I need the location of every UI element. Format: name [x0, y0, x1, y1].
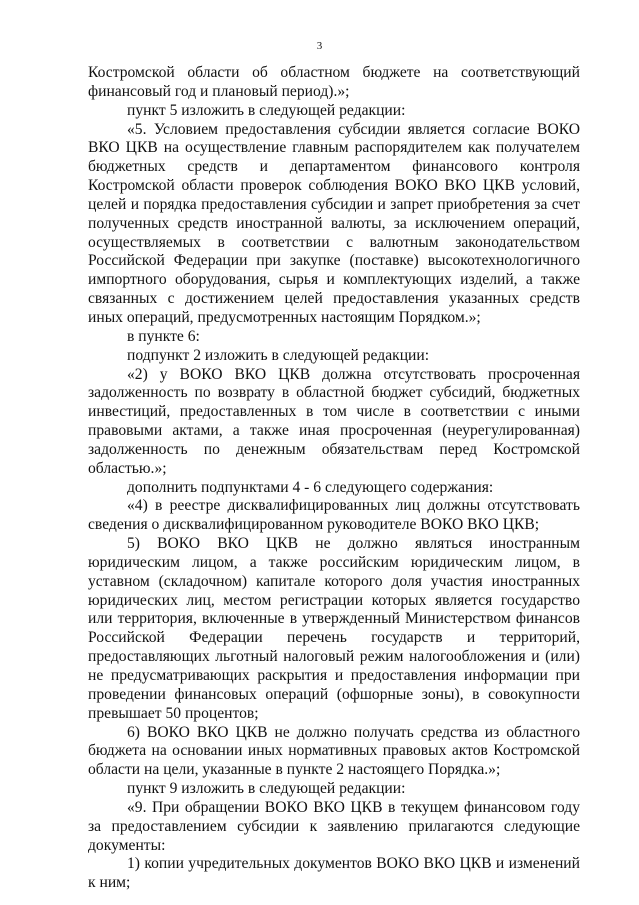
- paragraph: 1) копии учредительных документов ВОКО ВКО ЦКВ и изменений к ним;: [88, 855, 580, 892]
- paragraph: пункт 5 изложить в следующей редакции:: [127, 101, 406, 119]
- paragraph: 6) ВОКО ВКО ЦКВ не должно получать средства из областного бюджета на основании иных нормативных правовых актов Костромской области на цели, указанные в пункте 2 настоящего Порядка.»;: [88, 723, 580, 779]
- paragraph: «4) в реестре дисквалифицированных лиц должны отсутствовать сведения о дисквалифицированном руководителе ВОКО ВКО ЦКВ;: [88, 497, 580, 534]
- paragraph: подпункт 2 изложить в следующей редакции:: [127, 346, 430, 364]
- paragraph: «2) у ВОКО ВКО ЦКВ должна отсутствовать просроченная задолженность по возврату в областной бюджет субсидий, бюджетных инвестиций, предоставленных в том числе в соответствии с иными правовыми актами, а также иная просроченная (неурегулированная) задолженность по денежным обязательствам перед Костромской областью.»;: [88, 365, 580, 477]
- paragraph: в пункте 6:: [127, 327, 200, 345]
- paragraph: 5) ВОКО ВКО ЦКВ не должно являться иностранным юридическим лицом, а также российским юридическим лицом, в уставном (складочном) капитале которого доля участия иностранных юридических лиц, местом регистрации которых является государство или территория, включенные в утвержденный Министерством финансов Российской Федерации перечень государств и территорий, предоставляющих льготный налоговый режим налогообложения и (или) не предусматривающих раскрытия и предоставления информации при проведении финансовых операций (офшорные зоны), в совокупности превышает 50 процентов;: [88, 535, 580, 722]
- page-number: 3: [316, 40, 323, 52]
- paragraph: пункт 9 изложить в следующей редакции:: [127, 780, 406, 798]
- paragraph: «5. Условием предоставления субсидии является согласие ВОКО ВКО ЦКВ на осуществление главным распорядителем как получателем бюджетных средств и департаментом финансового контроля Костромской области проверок соблюдения ВОКО ВКО ЦКВ условий, целей и порядка предоставления субсидии и запрет приобретения за счет полученных средств иностранной валюты, за исключением операций, осуществляемых в соответствии с валютным законодательством Российской Федерации при закупке (поставке) высокотехнологичного импортного оборудования, сырья и комплектующих изделий, а также связанных с достижением целей предоставления указанных средств иных операций, предусмотренных настоящим Порядком.»;: [88, 120, 580, 326]
- paragraph: дополнить подпунктами 4 - 6 следующего содержания:: [127, 478, 494, 496]
- paragraph: «9. При обращении ВОКО ВКО ЦКВ в текущем финансовом году за предоставлением субсидии к заявлению прилагаются следующие документы:: [88, 798, 580, 854]
- document-body: [88, 64, 580, 893]
- paragraph: Костромской области об областном бюджете на соответствующий финансовый год и плановый период).»;: [88, 64, 580, 100]
